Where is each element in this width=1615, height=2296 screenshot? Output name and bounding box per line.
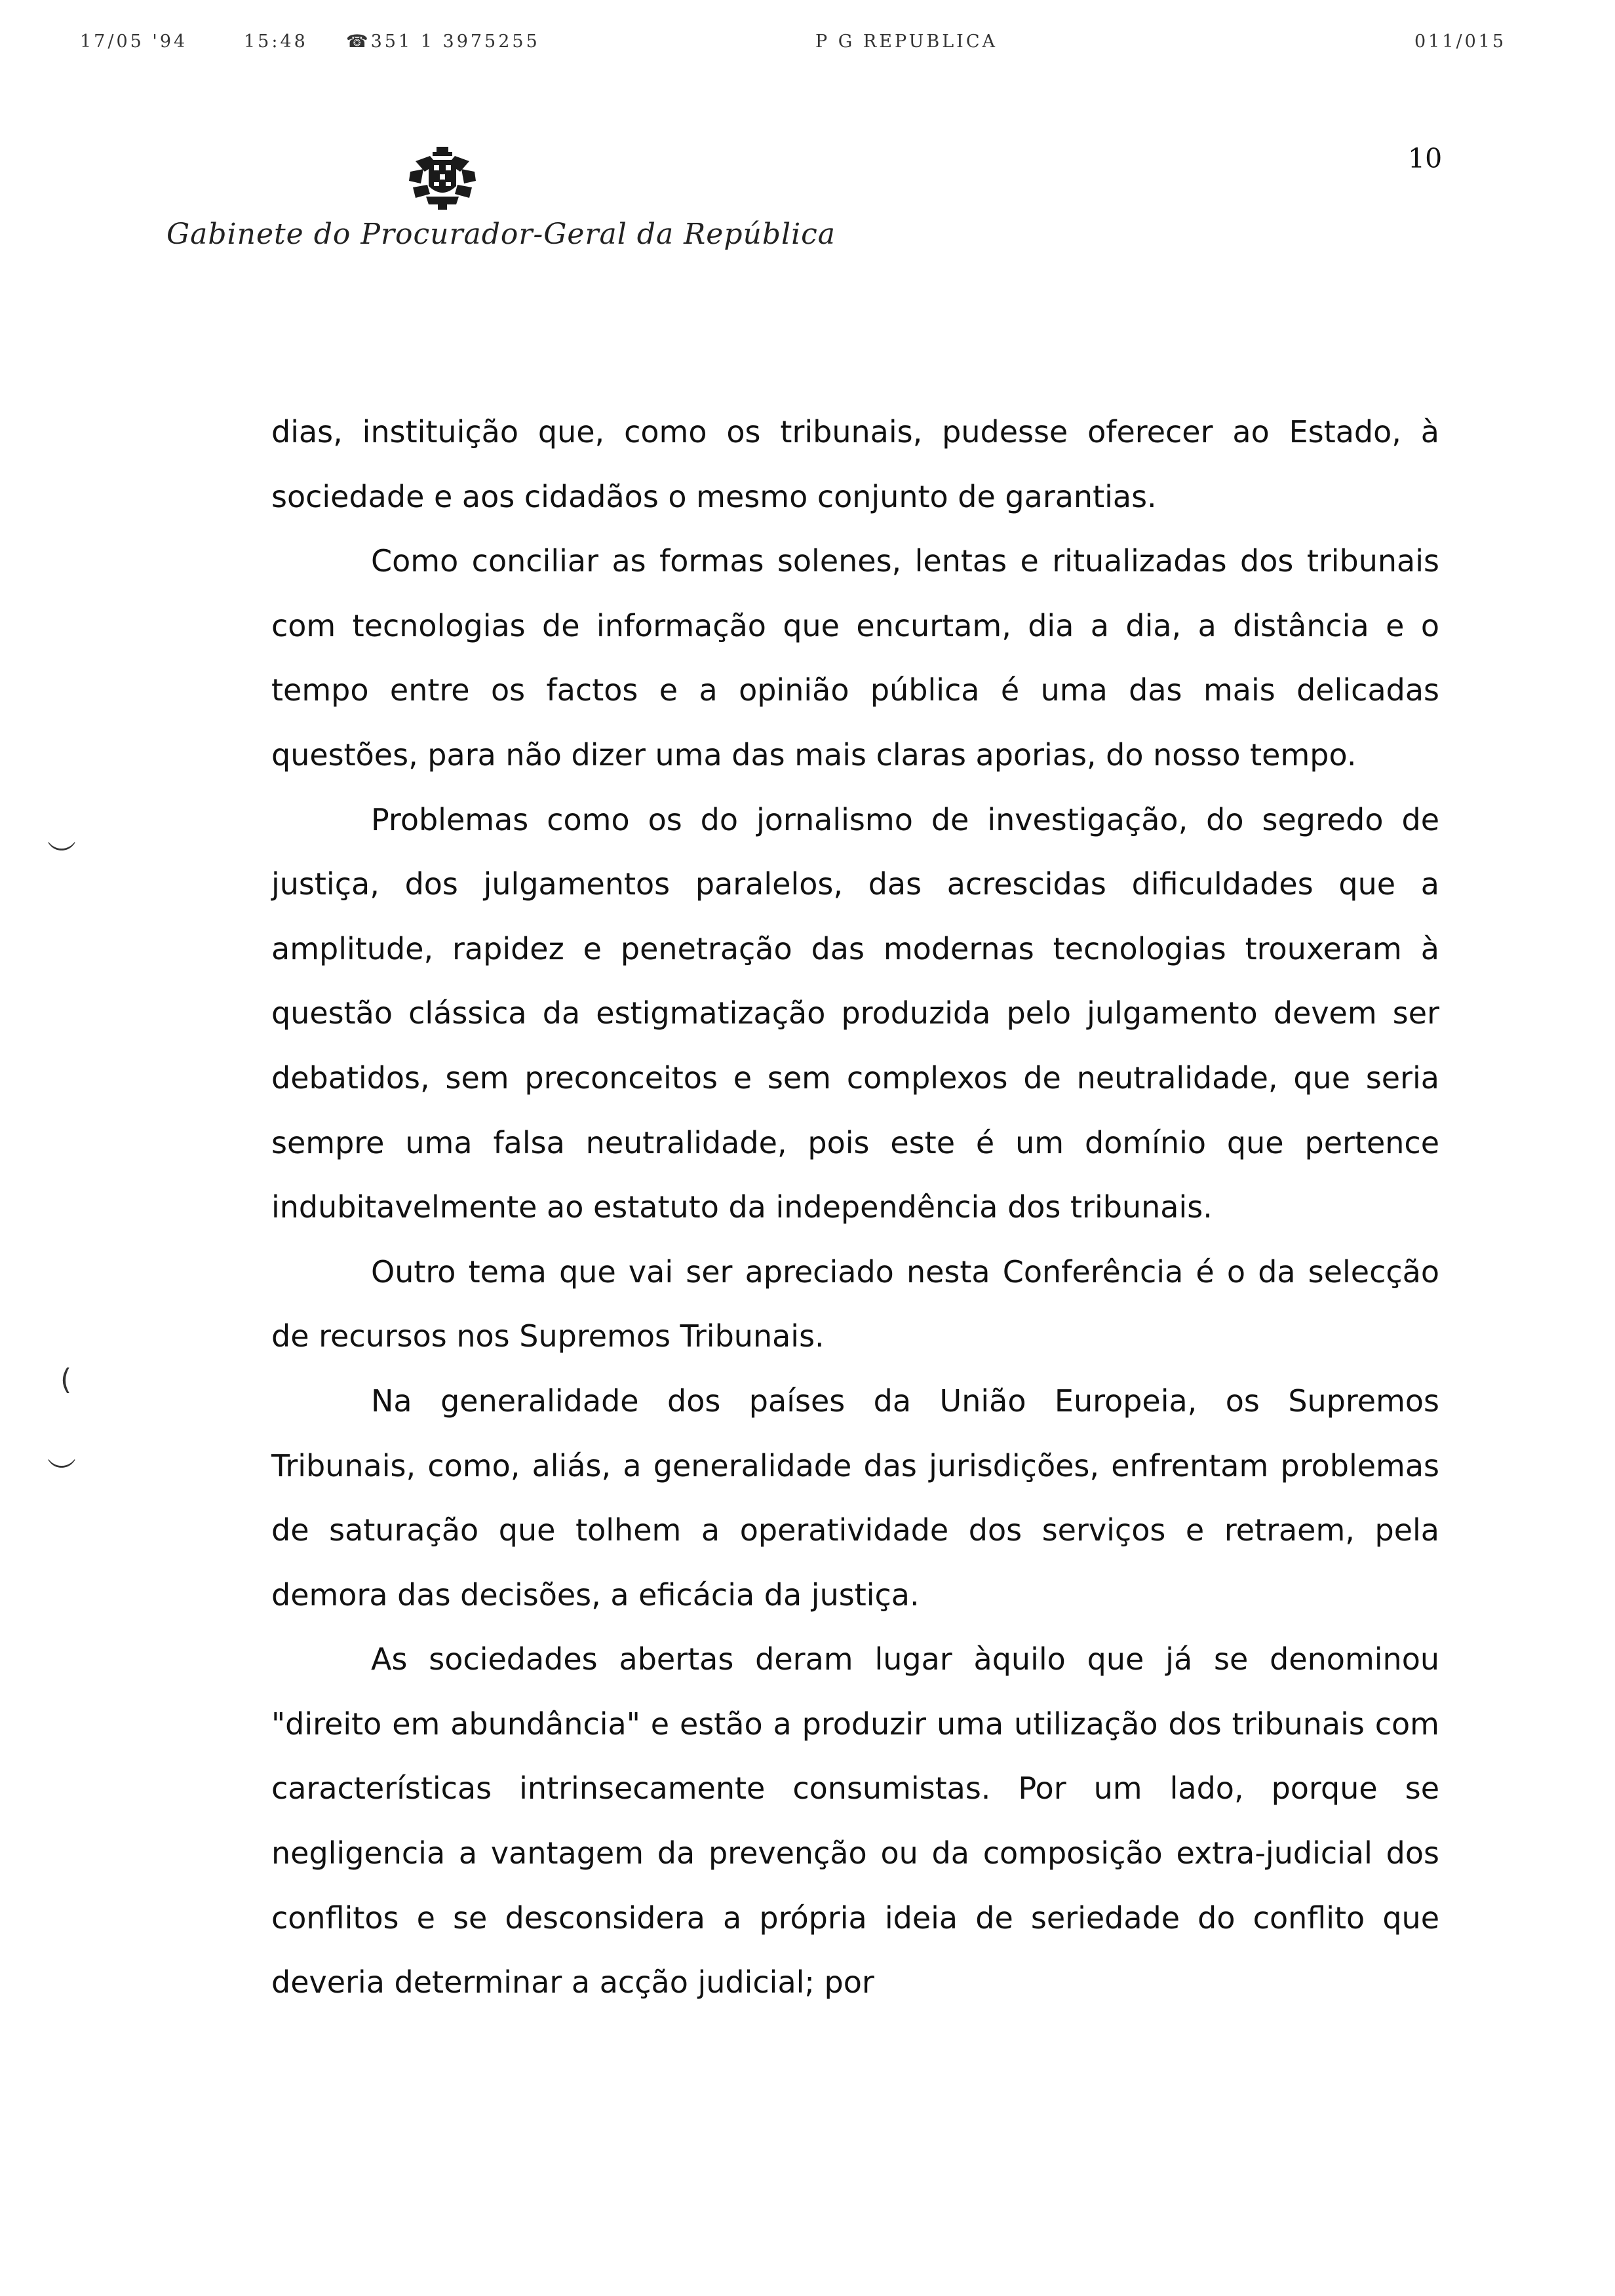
fax-page-count: 011/015	[1414, 31, 1507, 52]
paragraph: Como conciliar as formas solenes, lentas e ritualizadas dos tribunais com tecnologias de informação que encurtam, dia a dia, a distância e o tempo entre os factos e a opinião pública é uma das mais delicadas questões, para não dizer uma das mais claras aporias, do nosso tempo.	[271, 543, 1439, 773]
paragraph: Outro tema que vai ser apreciado nesta Conferência é o da selecção de recursos nos Supremos Tribunais.	[271, 1253, 1439, 1354]
office-title: Gabinete do Procurador-Geral da República	[166, 218, 836, 251]
margin-bracket-mark: (	[60, 1363, 72, 1396]
fax-time: 15:48	[244, 31, 308, 52]
fax-date: 17/05 '94	[80, 31, 188, 52]
margin-tick-mark: ︶	[47, 1457, 76, 1490]
coat-of-arms-icon	[404, 145, 481, 211]
fax-header	[0, 31, 1615, 58]
margin-tick-mark: ︶	[47, 839, 76, 873]
paragraph: dias, instituição que, como os tribunais, pudesse oferecer ao Estado, à sociedade e aos cidadãos o mesmo conjunto de garantias.	[271, 414, 1439, 514]
paragraph: As sociedades abertas deram lugar àquilo que já se denominou "direito em abundância" e estão a produzir uma utilização dos tribunais com características intrinsecamente consumistas. Por um lado, porque se negligencia a vantagem da prevenção ou da composição extra-judicial dos conflitos e se desconsidera a própria ideia de seriedade do conflito que deveria determinar a acção judicial; por	[271, 1641, 1439, 2000]
fax-phone: ☎351 1 3975255	[346, 31, 540, 52]
paragraph: Problemas como os do jornalismo de investigação, do segredo de justiça, dos julgamentos paralelos, das acrescidas dificuldades que a amplitude, rapidez e penetração das modernas tecnologias trouxeram à questão clássica da estigmatização produzida pelo julgamento devem ser debatidos, sem preconceitos e sem complexos de neutralidade, que seria sempre uma falsa neutralidade, pois este é um domínio que pertence indubitavelmente ao estatuto da independência dos tribunais.	[271, 801, 1439, 1225]
paragraph: Na generalidade dos países da União Europeia, os Supremos Tribunais, como, aliás, a generalidade das jurisdições, enfrentam problemas de saturação que tolhem a operatividade dos serviços e retraem, pela demora das decisões, a eficácia da justiça.	[271, 1383, 1439, 1613]
page-number: 10	[1408, 143, 1443, 174]
document-body	[271, 400, 1439, 2015]
fax-sender: P G REPUBLICA	[815, 31, 998, 52]
